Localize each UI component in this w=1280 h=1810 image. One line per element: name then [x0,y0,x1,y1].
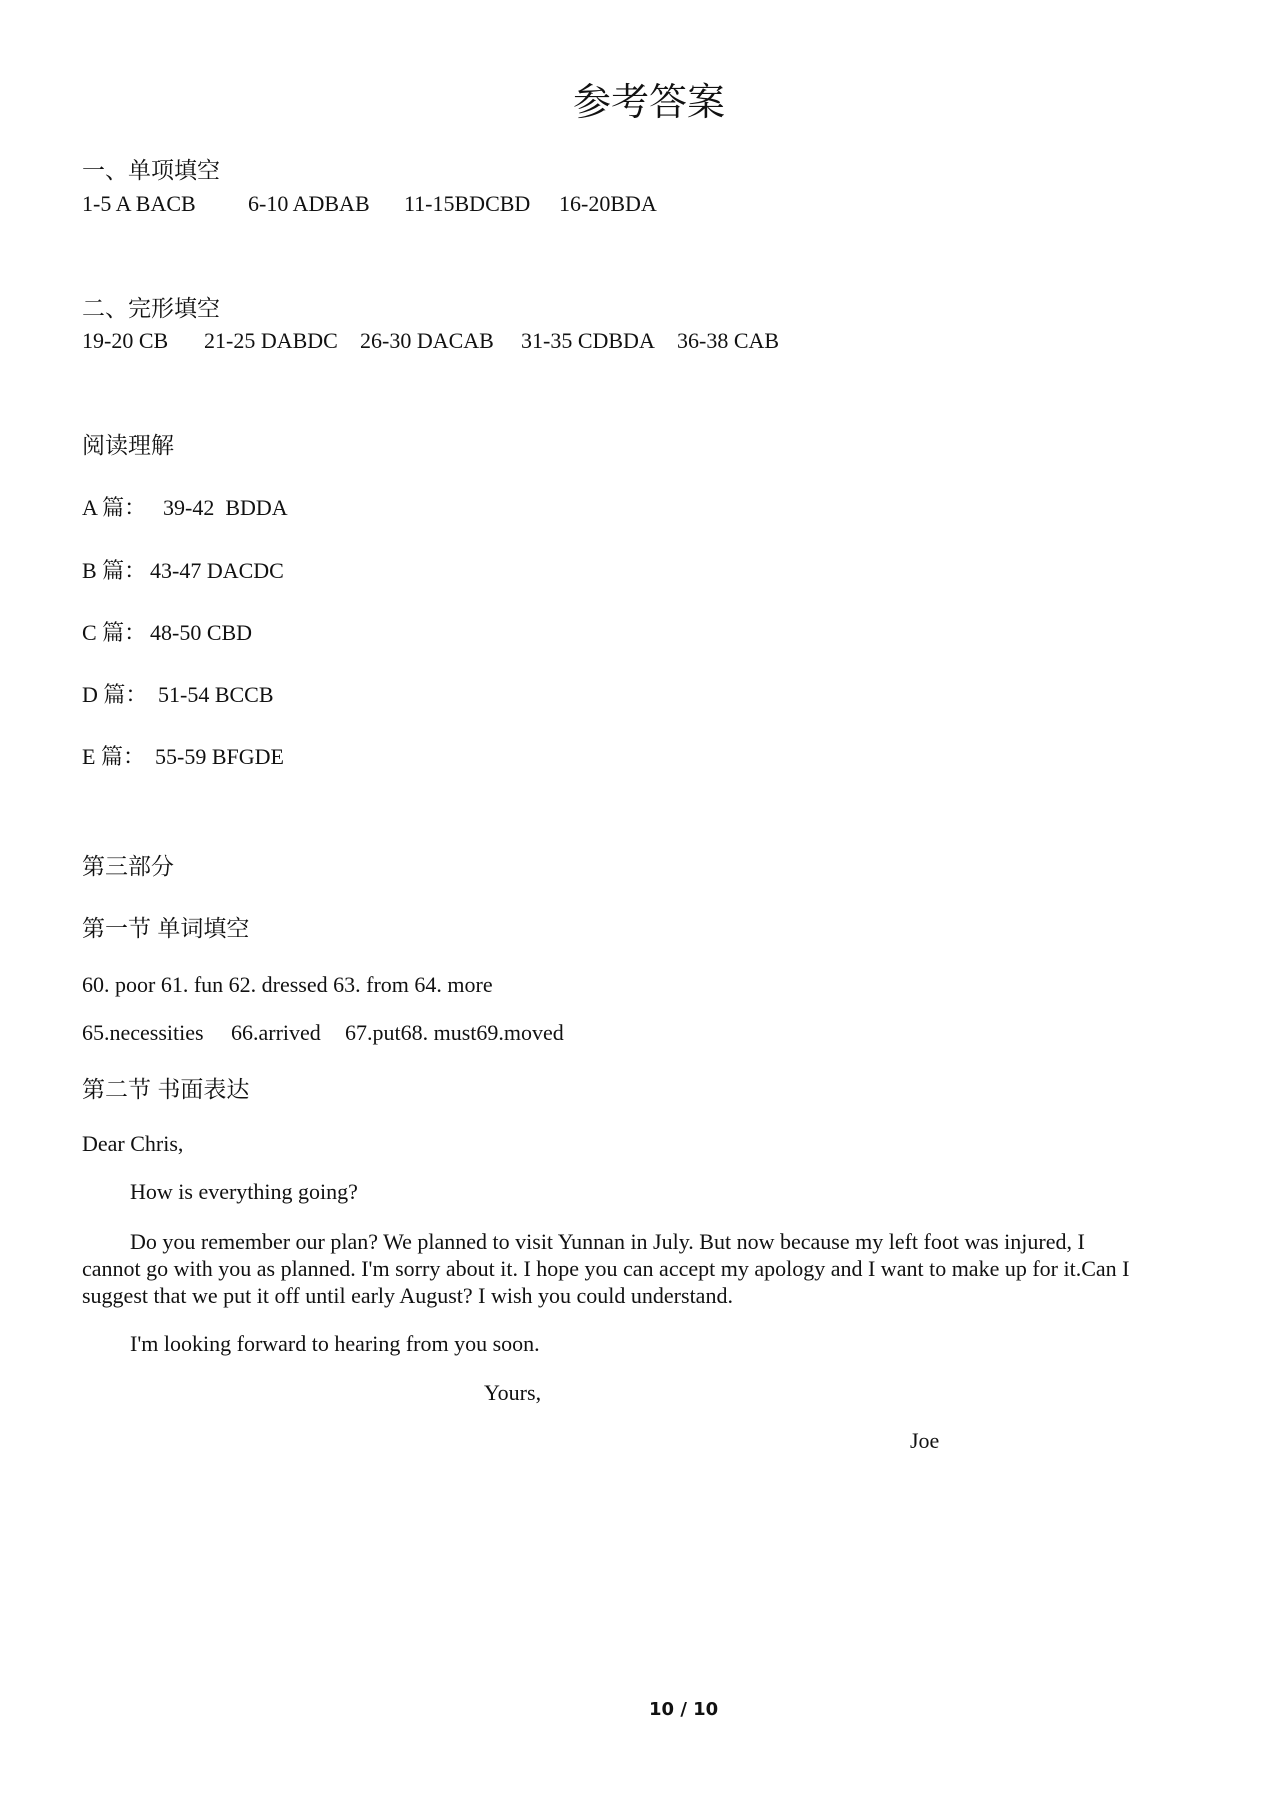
letter-signoff: Yours, [484,1380,542,1405]
answer-group: 1-5 A BACB [82,191,196,216]
passage-answer: 48-50 CBD [150,620,253,645]
answer-group: 36-38 CAB [677,328,780,353]
answer-group: 16-20BDA [559,191,657,216]
passage-label: D 篇： [82,682,148,707]
answer-group: 67.put68. must69.moved [345,1020,564,1045]
answer-group: 66.arrived [231,1020,321,1045]
answer-group: 19-20 CB [82,328,169,353]
answer-group: 11-15BDCBD [404,191,531,216]
section-heading-single-choice: 一、单项填空 [82,157,220,183]
letter-body-line: suggest that we put it off until early August? I wish you could understand. [82,1283,733,1308]
passage-answer: 51-54 BCCB [158,682,274,707]
page-title: 参考答案 [573,82,726,124]
letter-greeting: Dear Chris, [82,1131,184,1156]
section-heading-cloze: 二、完形填空 [82,295,220,321]
answer-group: 65.necessities [82,1020,204,1045]
subsection-heading-writing: 第二节 书面表达 [82,1076,250,1102]
section-heading-part-three: 第三部分 [82,853,174,879]
section-heading-reading: 阅读理解 [82,432,174,458]
word-fill-answers-line: 60. poor 61. fun 62. dressed 63. from 64. more [82,972,493,997]
answer-group: 21-25 DABDC [204,328,338,353]
answer-group: 26-30 DACAB [360,328,494,353]
passage-label: E 篇： [82,744,145,769]
letter-body-line: cannot go with you as planned. I'm sorry about it. I hope you can accept my apology and I want to make up for it.Can I [82,1256,1130,1281]
passage-answer: 39-42 BDDA [163,495,288,520]
passage-label: C 篇： [82,620,147,645]
passage-answer: 43-47 DACDC [150,558,284,583]
passage-answer: 55-59 BFGDE [155,744,284,769]
letter-signature: Joe [910,1428,940,1453]
letter-body-line: Do you remember our plan? We planned to visit Yunnan in July. But now because my left foot was injured, I [130,1229,1085,1254]
letter-opening: How is everything going? [130,1179,358,1204]
passage-label: B 篇： [82,558,147,583]
answer-group: 31-35 CDBDA [521,328,655,353]
subsection-heading-word-fill: 第一节 单词填空 [82,915,250,941]
answer-group: 6-10 ADBAB [248,191,370,216]
passage-label: A 篇： [82,495,147,520]
letter-closing: I'm looking forward to hearing from you soon. [130,1331,540,1356]
page-number: 10 / 10 [649,1699,719,1720]
